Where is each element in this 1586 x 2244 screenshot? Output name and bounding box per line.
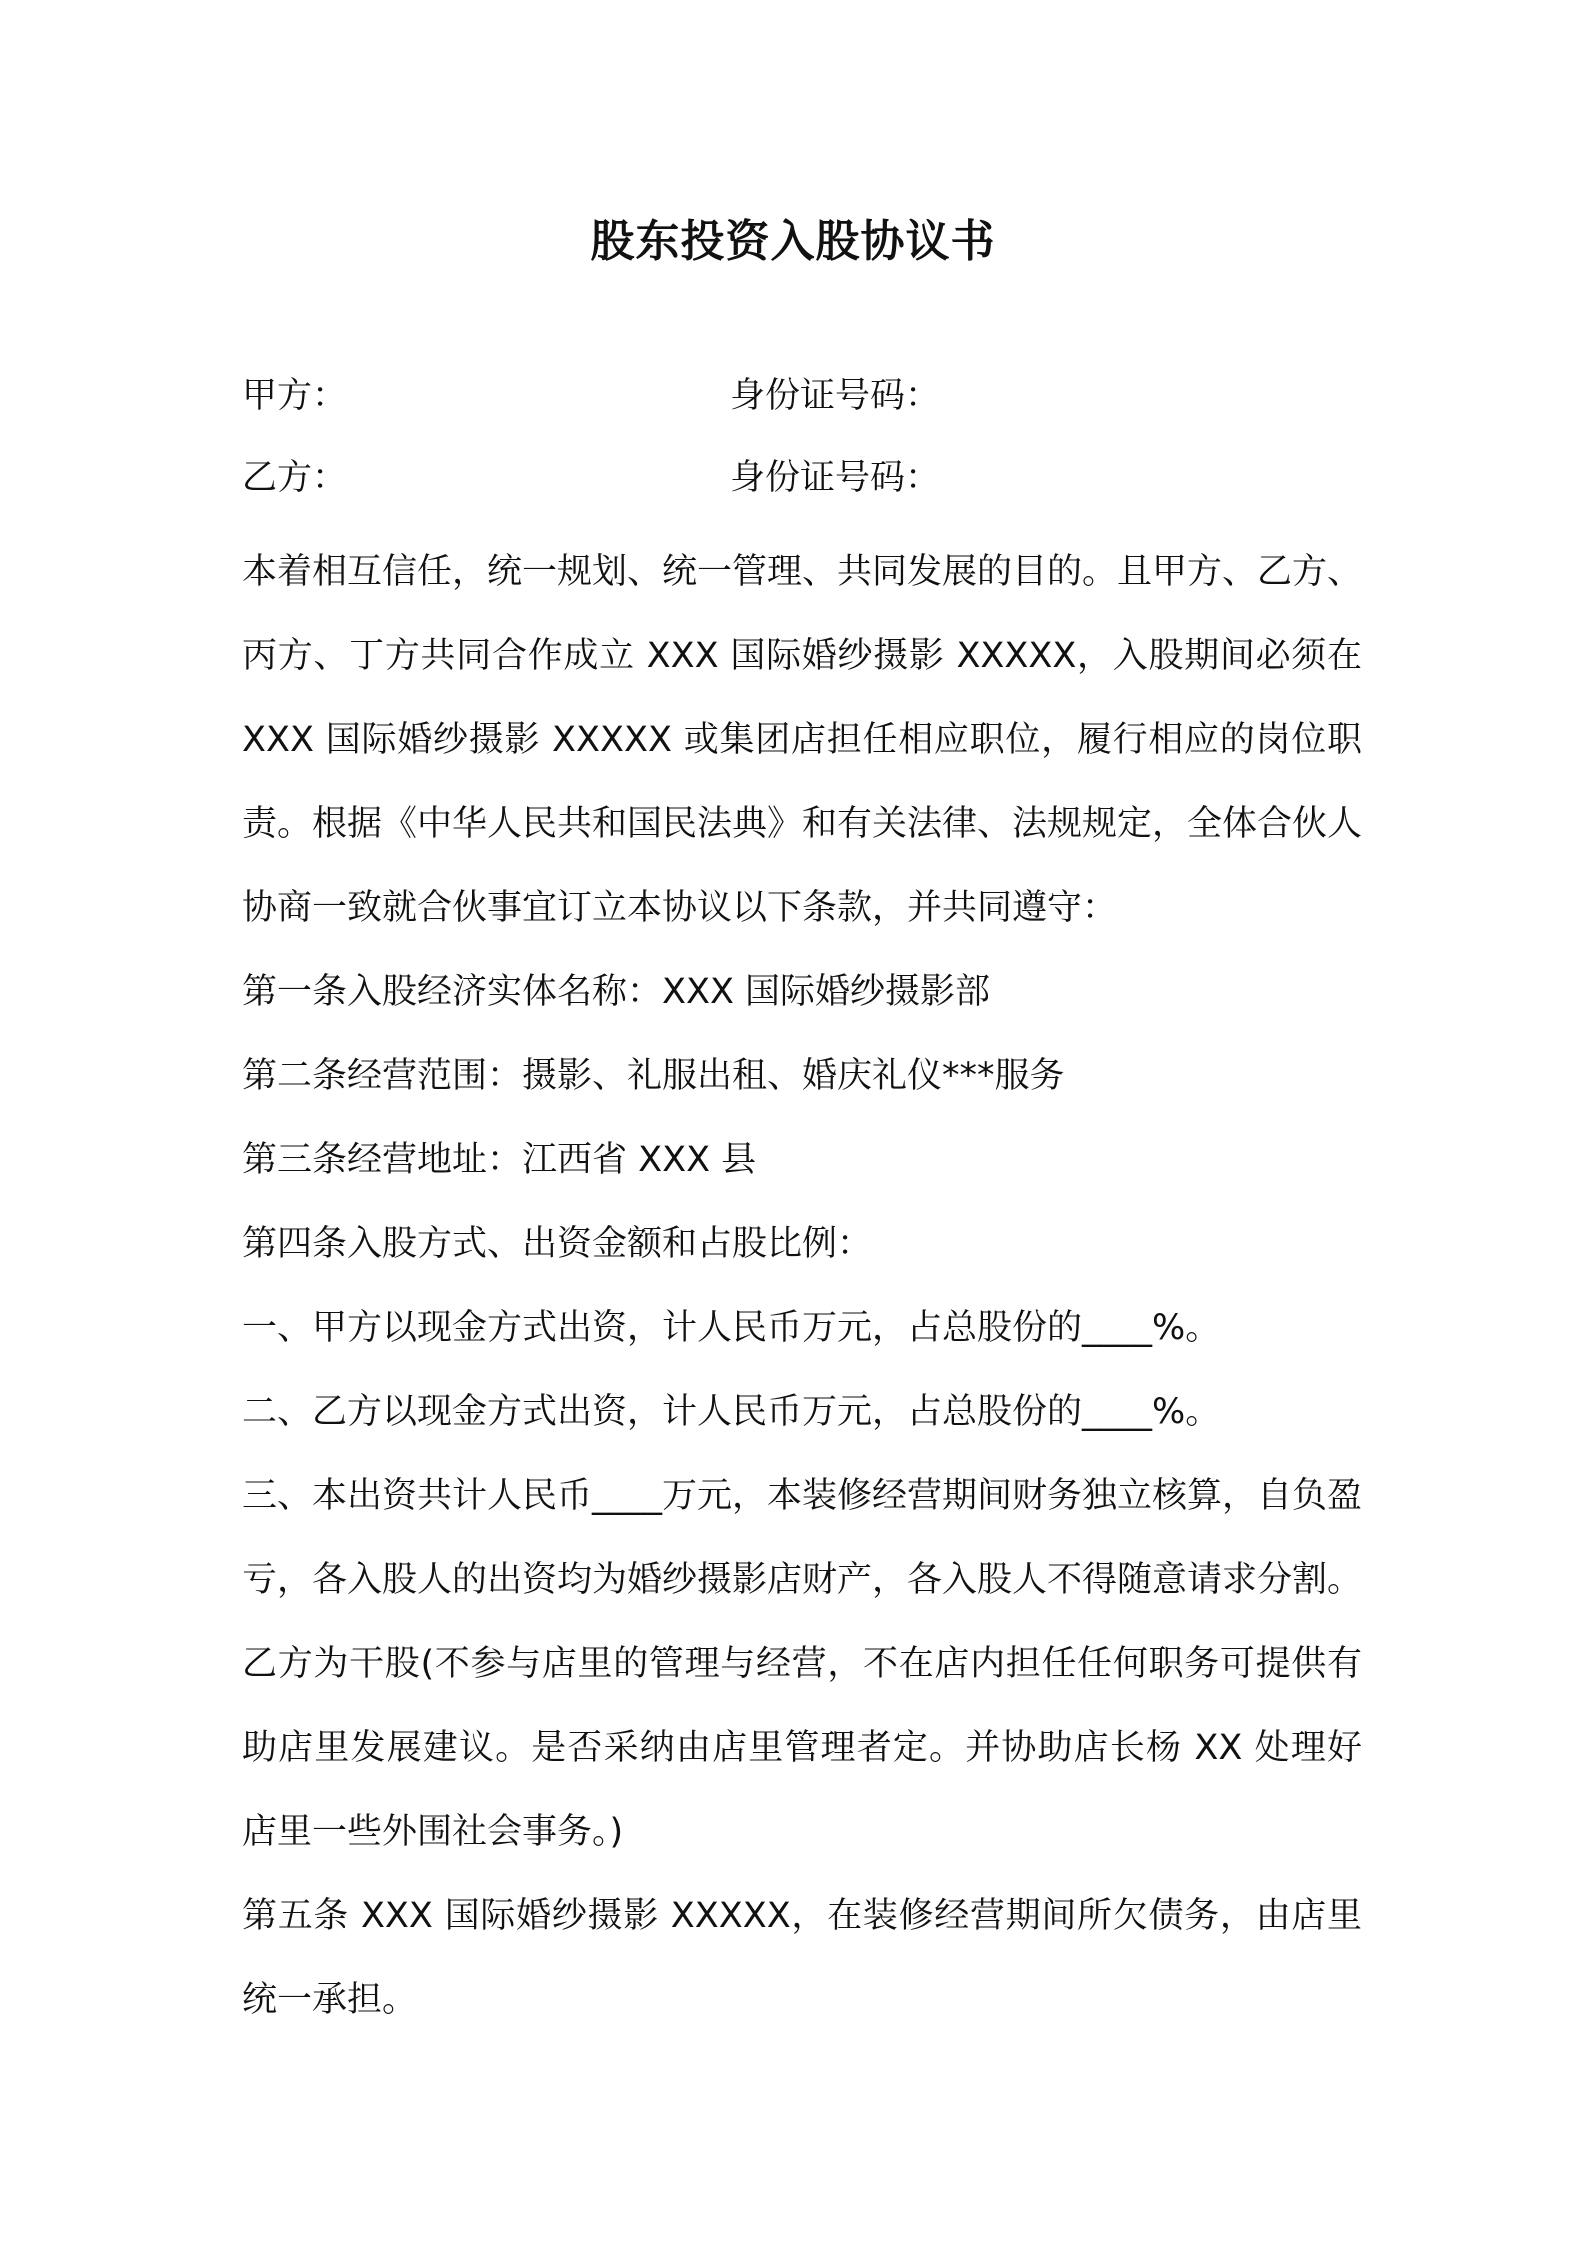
agreement-body [242, 530, 1362, 2042]
preamble-paragraph: 本着相互信任，统一规划、统一管理、共同发展的目的。且甲方、乙方、丙方、丁方共同合作成立 XXX 国际婚纱摄影 XXXXX，入股期间必须在 XXX 国际婚纱摄影 XXXXX 或集团店担任相应职位，履行相应的岗位职责。根据《中华人民共和国民法典》和有关法律、法规规定，全体合伙人协商一致就合伙事宜订立本协议以下条款，并共同遵守： [242, 552, 1363, 928]
party-a-label: 甲方： [242, 376, 348, 416]
party-a-id-label: 身份证号码： [730, 376, 941, 416]
article-4-paragraph: 第四条入股方式、出资金额和占股比例： [242, 1224, 873, 1264]
article-4-item-2: 二、乙方以现金方式出资，计人民币万元，占总股份的____%。 [242, 1392, 1221, 1432]
party-b-label: 乙方： [242, 458, 348, 498]
article-1-paragraph: 第一条入股经济实体名称：XXX 国际婚纱摄影部 [242, 972, 991, 1012]
party-a-row [242, 366, 1362, 426]
document-title: 股东投资入股协议书 [590, 216, 996, 267]
article-3-paragraph: 第三条经营地址：江西省 XXX 县 [242, 1140, 757, 1180]
article-2-paragraph: 第二条经营范围：摄影、礼服出租、婚庆礼仪***服务 [242, 1056, 1065, 1096]
party-b-id-label: 身份证号码： [730, 458, 941, 498]
party-b-row [242, 448, 1362, 508]
article-4-item-3: 三、本出资共计人民币____万元，本装修经营期间财务独立核算，自负盈亏，各入股人的出资均为婚纱摄影店财产，各入股人不得随意请求分割。乙方为干股(不参与店里的管理与经营，不在店内担任任何职务可提供有助店里发展建议。是否采纳由店里管理者定。并协助店长杨 XX 处理好店里一些外围社会事务。) [242, 1476, 1363, 1852]
article-4-item-1: 一、甲方以现金方式出资，计人民币万元，占总股份的____%。 [242, 1308, 1221, 1348]
article-5-paragraph: 第五条 XXX 国际婚纱摄影 XXXXX，在装修经营期间所欠债务，由店里统一承担。 [242, 1896, 1362, 2020]
